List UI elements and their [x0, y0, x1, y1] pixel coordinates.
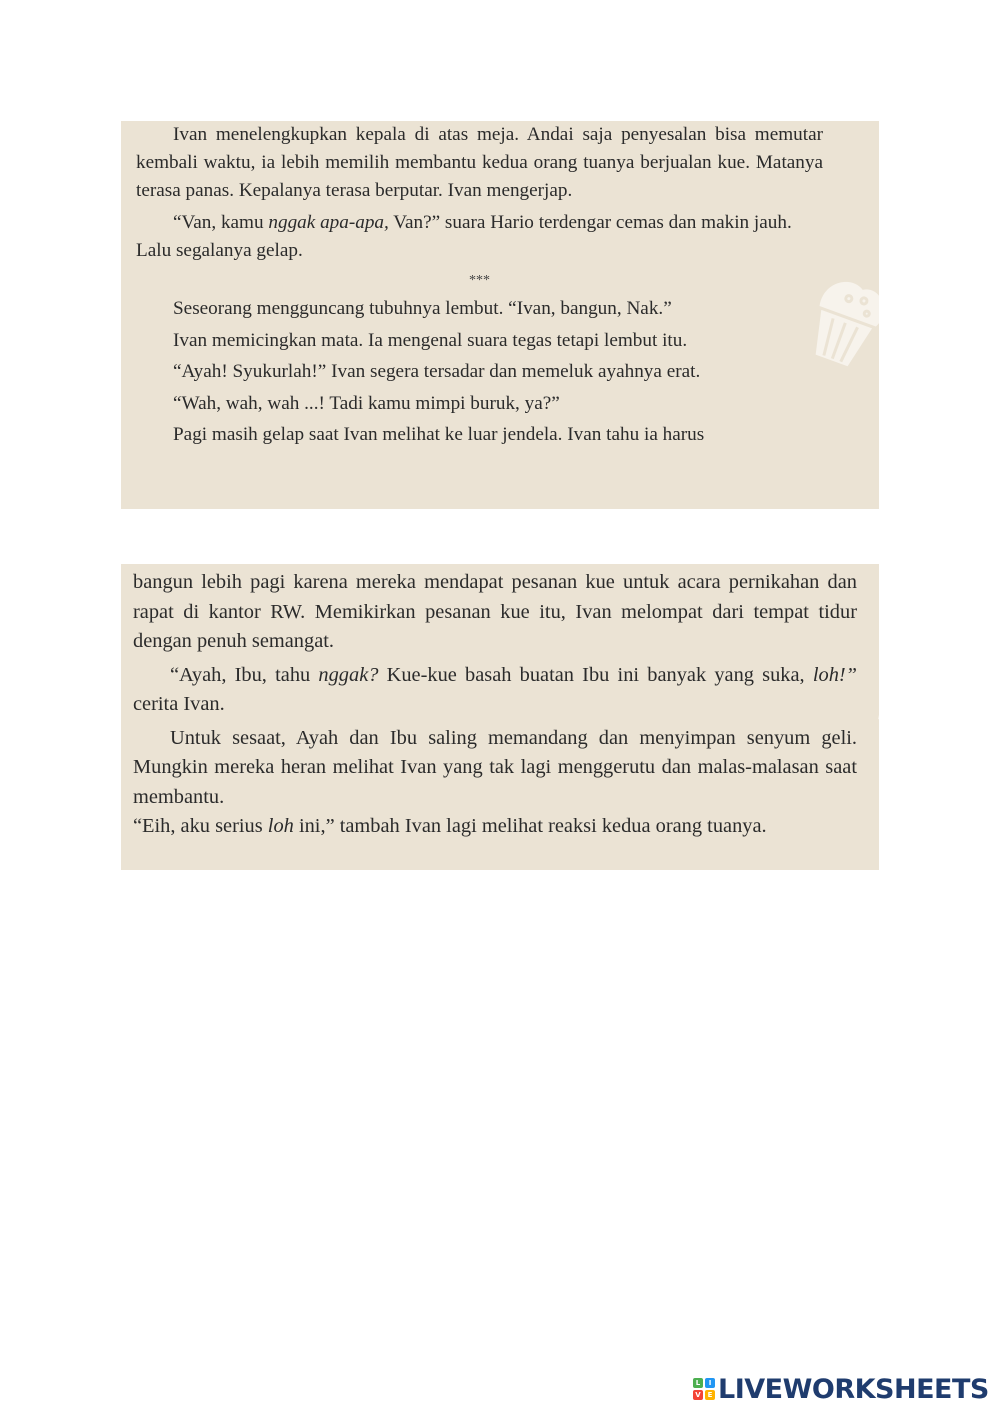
paragraph: Seseorang mengguncang tubuhnya lembut. “Ivan, bangun, Nak.” — [173, 298, 672, 319]
paragraph: Untuk sesaat, Ayah dan Ibu saling memandang dan menyimpan senyum geli. Mungkin mereka heran melihat Ivan yang tak lagi menggerutu dan malas-malasan saat membantu. — [133, 726, 857, 808]
section-separator: *** — [469, 273, 490, 288]
paragraph: “Wah, wah, wah ...! Tadi kamu mimpi buruk, ya?” — [173, 392, 560, 414]
text-run: ini,” tambah Ivan lagi melihat reaksi kedua orang tuanya. — [293, 815, 767, 837]
text-run: “Ayah, Ibu, tahu — [170, 663, 319, 686]
text-run: “Eih, aku serius — [133, 815, 268, 837]
paragraph: Ivan memicingkan mata. Ia mengenal suara tegas tetapi lembut itu. — [173, 329, 688, 351]
paragraph — [133, 661, 857, 720]
paragraph — [136, 209, 823, 237]
logo-letter: I — [705, 1378, 715, 1388]
logo-letter: E — [705, 1390, 715, 1400]
story-page-top — [121, 121, 879, 509]
story-page-bottom — [121, 564, 879, 870]
text-run: Van?” suara Hario terdengar cemas dan makin jauh. — [388, 212, 792, 233]
italic-text: nggak? — [318, 663, 379, 686]
logo-letter: V — [693, 1390, 703, 1400]
paragraph: bangun lebih pagi karena mereka mendapat pesanan kue untuk acara pernikahan dan rapat di kantor RW. Memikirkan pesanan kue itu, Ivan melompat dari tempat tidur dengan penuh semangat. — [133, 571, 857, 652]
text-run: cerita Ivan. — [133, 693, 225, 715]
liveworksheets-logo[interactable] — [693, 1373, 989, 1405]
paragraph: Ivan menelengkupkan kepala di atas meja. Andai saja penyesalan bisa memutar kembali waktu, ia lebih memilih membantu kedua orang tuanya berjualan kue. Matanya terasa panas. Kepalanya terasa berputar. Ivan mengerjap. — [136, 124, 823, 201]
italic-text: loh — [267, 815, 294, 837]
italic-text: nggak apa-apa, — [268, 212, 389, 233]
logo-text: LIVEWORKSHEETS — [718, 1373, 989, 1405]
italic-text: loh!” — [812, 663, 858, 686]
paragraph: Pagi masih gelap saat Ivan melihat ke luar jendela. Ivan tahu ia harus — [173, 424, 705, 445]
text-run: Kue-kue basah buatan Ibu ini banyak yang suka, — [378, 663, 813, 686]
paragraph — [133, 812, 857, 842]
cupcake-icon — [864, 664, 879, 734]
logo-mark-icon — [693, 1378, 715, 1400]
paragraph: “Ayah! Syukurlah!” Ivan segera tersadar dan memeluk ayahnya erat. — [173, 361, 701, 382]
paragraph: Lalu segalanya gelap. — [136, 240, 303, 261]
text-run: “Van, kamu — [173, 212, 269, 233]
logo-letter: L — [693, 1378, 703, 1388]
